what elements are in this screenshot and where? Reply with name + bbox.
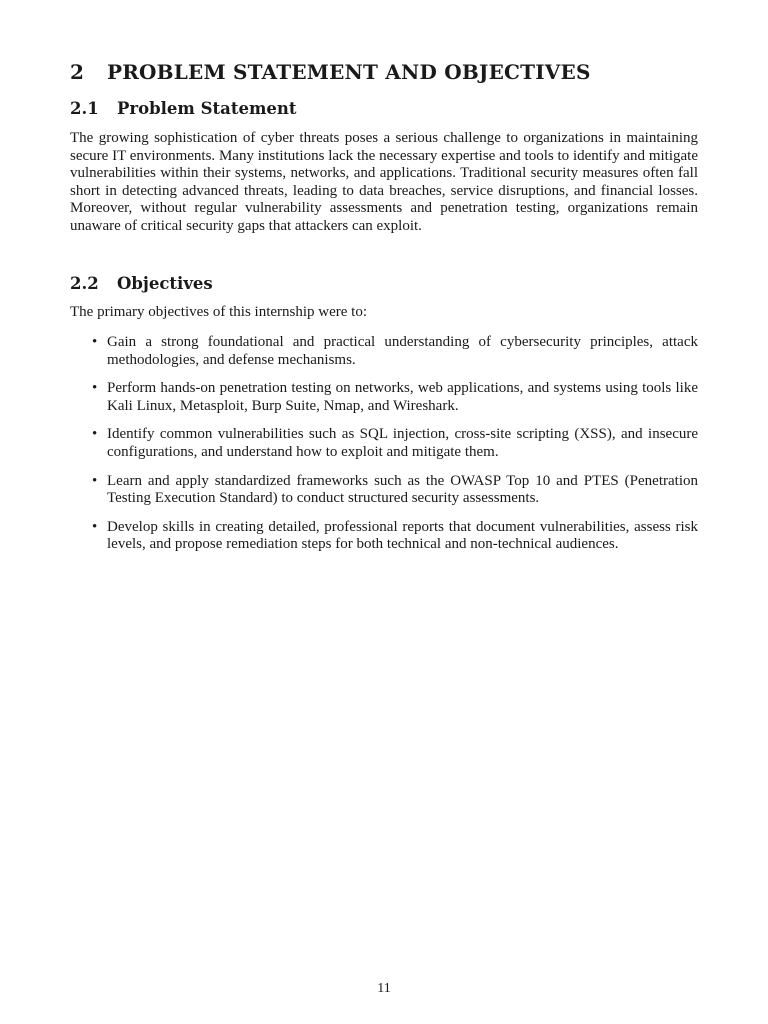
subsection-heading-problem-statement bbox=[70, 99, 297, 118]
section-heading bbox=[70, 60, 591, 84]
list-item-text: Gain a strong foundational and practical understanding of cybersecurity principles, attack methodologies, and defense mechanisms. bbox=[107, 334, 698, 368]
bullet-icon: • bbox=[92, 334, 98, 350]
list-item-text: Develop skills in creating detailed, professional reports that document vulnerabilities, assess risk levels, and propose remediation steps for both technical and non-technical audiences. bbox=[107, 518, 698, 553]
subsection-number: 2.1 bbox=[70, 99, 99, 118]
problem-statement-paragraph: The growing sophistication of cyber threats poses a serious challenge to organizations in maintaining secure IT environments. Many institutions lack the necessary expertise and tools to identify and mitigate vulnerabilities within their systems, networks, and applications. Traditional security measures often fall short in detecting advanced threats, leading to data breaches, service disruptions, and financial losses. Moreover, without regular vulnerability assessments and penetration testing, organizations remain unaware of critical security gaps that attackers can exploit. bbox=[70, 130, 698, 234]
list-item bbox=[70, 334, 698, 369]
bullet-icon: • bbox=[92, 426, 98, 443]
subsection-number: 2.2 bbox=[70, 274, 99, 293]
list-item bbox=[70, 473, 698, 508]
list-item bbox=[70, 380, 698, 415]
list-item-text: Perform hands-on penetration testing on networks, web applications, and systems using tools like Kali Linux, Metasploit, Burp Suite, Nmap, and Wireshark. bbox=[107, 380, 698, 414]
subsection-title: Problem Statement bbox=[117, 99, 297, 118]
bullet-icon: • bbox=[92, 472, 98, 489]
list-item-text: Learn and apply standardized frameworks such as the OWASP Top 10 and PTES (Penetration Testing Execution Standard) to conduct structured security assessments. bbox=[107, 472, 698, 507]
subsection-heading-objectives bbox=[70, 274, 213, 293]
page-number: 11 bbox=[377, 981, 391, 996]
section-number: 2 bbox=[70, 60, 85, 84]
bullet-icon: • bbox=[92, 518, 98, 535]
objectives-list bbox=[70, 334, 698, 565]
section-title: PROBLEM STATEMENT AND OBJECTIVES bbox=[107, 60, 591, 84]
objectives-intro: The primary objectives of this internship were to: bbox=[70, 304, 368, 320]
list-item bbox=[70, 426, 698, 461]
list-item bbox=[70, 519, 698, 554]
list-item-text: Identify common vulnerabilities such as SQL injection, cross-site scripting (XSS), and insecure configurations, and understand how to exploit and mitigate them. bbox=[107, 426, 698, 460]
subsection-title: Objectives bbox=[117, 274, 213, 293]
bullet-icon: • bbox=[92, 380, 98, 397]
